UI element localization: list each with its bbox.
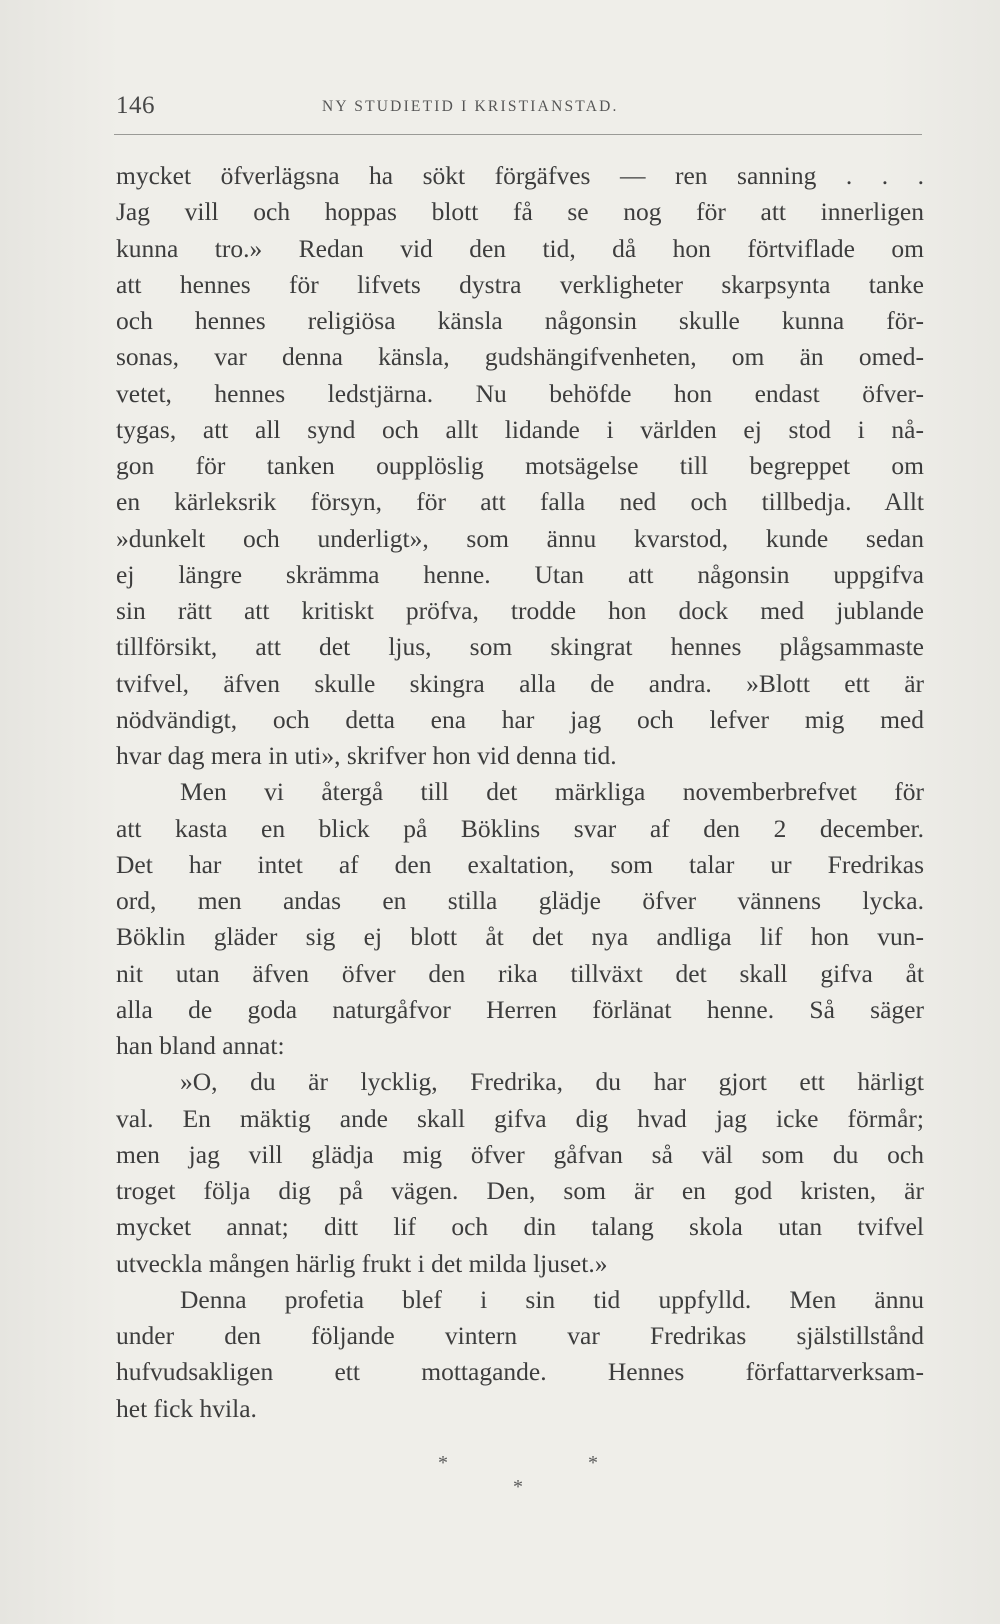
asterisk-ornament: * [588, 1452, 598, 1474]
text-line: ej längre skrämma henne. Utan att någonsin uppgifva [116, 559, 924, 589]
text-line: val. En mäktig ande skall gifva dig hvad jag icke förmår; [116, 1103, 924, 1133]
text-line: het fick hvila. [116, 1393, 257, 1423]
text-line: Denna profetia blef i sin tid uppfylld. Men ännu [180, 1284, 924, 1314]
text-line: nit utan äfven öfver den rika tillväxt det skall gifva åt [116, 958, 924, 988]
text-line: han bland annat: [116, 1031, 285, 1060]
text-line: kunna tro.» Redan vid den tid, då hon förtviflade om [116, 233, 924, 263]
text-line: gon för tanken oupplöslig motsägelse till begreppet om [116, 451, 924, 480]
text-line: mycket annat; ditt lif och din talang skola utan tvifvel [116, 1212, 924, 1242]
text-line: »dunkelt och underligt», som ännu kvarstod, kunde sedan [116, 523, 924, 553]
text-line: tvifvel, äfven skulle skingra alla de andra. »Blott ett är [116, 668, 924, 698]
running-head [116, 92, 924, 126]
text-line: Jag vill och hoppas blott få se nog för att innerligen [116, 197, 924, 227]
text-line: sin rätt att kritiskt pröfva, trodde hon dock med jublande [116, 596, 924, 625]
text-line: hvar dag mera in uti», skrifver hon vid denna tid. [116, 741, 617, 770]
section-break-asterism [420, 1452, 620, 1512]
text-line: Böklin gläder sig ej blott åt det nya andliga lif hon vun- [116, 922, 924, 952]
text-line: »O, du är lycklig, Fredrika, du har gjort ett härligt [180, 1067, 924, 1097]
text-line: att kasta en blick på Böklins svar af den 2 december. [116, 813, 924, 843]
text-line: sonas, var denna känsla, gudshängifvenheten, om än omed- [116, 342, 924, 372]
text-line: utveckla mången härlig frukt i det milda ljuset.» [116, 1248, 608, 1278]
text-line: hufvudsakligen ett mottagande. Hennes författarverksam- [116, 1357, 924, 1387]
text-line: troget följa dig på vägen. Den, som är en god kristen, är [116, 1176, 924, 1205]
header-rule [114, 134, 922, 135]
asterisk-ornament: * [513, 1476, 523, 1498]
text-line: alla de goda naturgåfvor Herren förlänat henne. Så säger [116, 994, 924, 1024]
text-line: men jag vill glädja mig öfver gåfvan så väl som du och [116, 1139, 924, 1169]
asterisk-ornament: * [438, 1452, 448, 1474]
page-number: 146 [116, 92, 155, 119]
text-line: ord, men andas en stilla glädje öfver vännens lycka. [116, 886, 924, 915]
text-line: tygas, att all synd och allt lidande i världen ej stod i nå- [116, 414, 924, 444]
text-line: och hennes religiösa känsla någonsin skulle kunna för- [116, 306, 924, 335]
text-line: Men vi återgå till det märkliga novemberbrefvet för [180, 777, 924, 807]
text-line: Det har intet af den exaltation, som talar ur Fredrikas [116, 849, 924, 879]
text-line: nödvändigt, och detta ena har jag och lefver mig med [116, 704, 924, 734]
text-line: mycket öfverlägsna ha sökt förgäfves — ren sanning . . . [116, 161, 924, 190]
body-text [116, 158, 924, 1427]
text-line: att hennes för lifvets dystra verkligheter skarpsynta tanke [116, 269, 924, 299]
text-line: en kärleksrik försyn, för att falla ned och tillbedja. Allt [116, 487, 924, 517]
text-line: vetet, hennes ledstjärna. Nu behöfde hon endast öfver- [116, 378, 924, 408]
text-line: tillförsikt, att det ljus, som skingrat hennes plågsammaste [116, 632, 924, 662]
running-title: NY STUDIETID I KRISTIANSTAD. [322, 98, 619, 115]
text-line: under den följande vintern var Fredrikas själstillstånd [116, 1321, 924, 1350]
